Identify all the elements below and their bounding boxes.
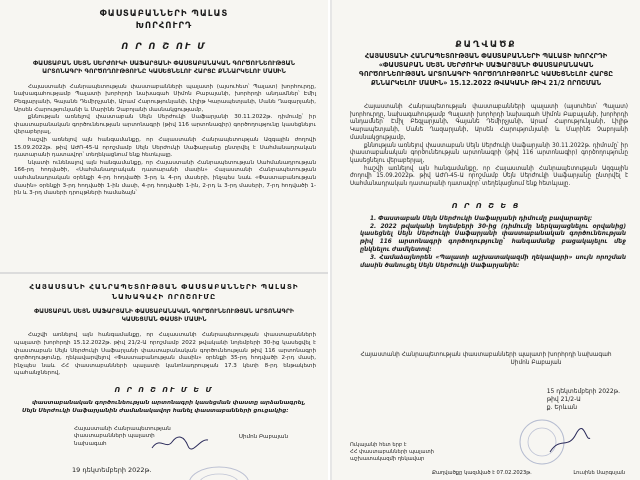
paragraph: Հաշվի առնելով այն հանգամանքը, որ Հայաստանի Հանրապետության փաստաբանների պալատի խորհրդի 15.12.2022թ. թիվ 21/2-Ա որոշմամբ 2022 թվականի նոյեմբերի 30-ից կասեցվել է փաստաբան Սեյն Սերժուկի Սաֆարյանի փաստաբանական գործունեության թիվ 116 արտոնագրի գործողությունը, ղեկավարվելով «Փաստաբանության մասին» օրենքի 35-րդ հոդվածի 2-րդ մասի, ինչպես նաև ՀՀ փաստաբանների պալատի կանոնադրության 17.3 կետի 8-րդ ենթակետի պահանջներով, [14,332,316,377]
court-header [0,282,328,301]
document-place: ք. Երևան [546,403,578,411]
document-date: 15 դեկտեմբերի 2022թ. [546,388,620,395]
document-left-bottom [0,272,328,480]
bottom-note-line: ՀՀ փաստաբանների պալատի [350,448,434,455]
decision-text: փաստաբանական գործունեության արտոնագրի կասեցման փաստը արձանագրել, Սեյն Սերժուկի Սաֆարյանին ժամանակավոր հանել փաստաբանների ցուցակից: [22,399,306,414]
court-header-line-2: ՆԱԽԱԳԱՀԻ ՈՐՈՇՈՒՄԸ [111,291,217,301]
handwritten-signature [150,434,210,452]
paragraph: Հայաստանի Հանրապետության փաստաբանների պալատի (այսուհետ՝ Պալատ) խորհուրդը, նախագահությամբ Պալատի խորհրդի նախագահ Սիմոն Բաբայանի, խորհրդի անդամներ՝ Էմիլ Բեգլարյանի, Գայանե Դեմիրչյանի, Արամ Հարությունյանի, Լիլիթ Կարապետյանի, Մանե Ղազարյանի, Արսեն Հարությունյանի և Մարինե Չաբոյանի մասնակցությամբ, [350,104,628,141]
document-subject: ՀԱՅԱՍՏԱՆԻ ՀԱՆՐԱՊԵՏՈՒԹՅԱՆ ՓԱՍՏԱԲԱՆՆԵՐԻ ՊԱԼԱՏԻ ԽՈՐՀՐԴԻ «ՓԱՍՏԱԲԱՆ ՍԵՅՆ ՍԵՐԺՈՒԿԻ ՍԱՖԱՐՅԱՆԻ ՓԱՍՏԱԲԱՆԱԿԱՆ ԳՈՐԾՈՒՆԵՈՒԹՅԱՆ ԱՐՏՈՆԱԳՐԻ ԳՈՐԾՈՂՈՒԹՅՈՒՆԸ ԿԱՍԵՑՆԵԼՈՒ ՀԱՐՑԸ ՔՆՆԱՐԿԵԼՈՒ ՄԱՍԻՆ» 15.12.2022 ԹՎԱԿԱՆԻ ԹԻՎ 21/2 ՈՐՈՇՄԱՆ [359,52,613,87]
court-header-line-1: ՓԱՍՏԱԲԱՆՆԵՐԻ ՊԱԼԱՏ [99,9,229,19]
decision-items [360,216,626,271]
extract-signer-name: Լուսինե Սարգսյան [573,470,626,476]
extract-date-text: Քաղվածքը կազմված է 07.02.2023թ. [432,470,532,476]
decide-title: Ո Ր Ո Շ Ե Ց [451,200,521,210]
court-header-line-1: ՀԱՅԱՍՏԱՆԻ ՀԱՆՐԱՊԵՏՈՒԹՅԱՆ ՓԱՍՏԱԲԱՆՆԵՐԻ ՊԱԼԱՏԻ [29,282,299,291]
bottom-note-line: Ուկալանի հետ երբ է [350,442,407,448]
bottom-notes [350,442,434,462]
document-right [330,0,640,480]
paragraph: հաշվի առնելով այն հանգամանքը, որ Հայաստանի Հանրապետության Ազգային ժողովի 15.09.2022թ. թիվ ԱԺՈ-45-Ա որոշմամբ Սեյն Սերժուկի Սաֆարյանը ընտրվել է Սահմանադրական դատարանի դատավոր՝ տեղեկացնում ենք հետևյալը. [14,136,316,159]
document-number: թիվ 21/2-Ա [546,395,581,403]
document-subject: ՓԱՍՏԱԲԱՆ ՍԵՅՆ ՍԱՖԱՐՅԱՆԻ ՓԱՍՏԱԲԱՆԱԿԱՆ ԳՈՐԾՈՒՆԵՈՒԹՅԱՆ ԱՐՏՈՆԱԳՐԻ ԿԱՍԵՑՄԱՆ ՓԱՍՏԻ ՄԱՍԻՆ [34,308,294,324]
bottom-signature-line [432,470,625,476]
date-place-block [547,388,620,411]
document-date: 19 դեկտեմբերի 2022թ. [72,466,152,474]
official-stamp [184,464,254,480]
decision-item: 1. Փաստաբան Սեյն Սերժուկի Սաֆարյանի դիմումը բավարարել: [370,215,593,222]
paragraph: հաշվի առնելով այն հանգամանքը, որ Հայաստանի Հանրապետության Ազգային ժողովի 15.09.2022թ. թիվ ԱԺՈ-45-Ա որոշմամբ Սեյն Սերժուկի Սաֆարյանը ընտրվել է Սահմանադրական դատարանի դատավոր՝ տեղեկացնում ենք հետևյալը. [350,165,628,188]
signer-name: Սիմոն Բաբայան [238,434,288,440]
bottom-note-line: աշխատակազմի ղեկավար [350,455,425,462]
paragraph: քննության առնելով փաստաբան Սեյն Սերժուկի Սաֆարյանի 30.11.2022թ. դիմումը՝ իր փաստաբանական գործունեության արտոնագրի (թիվ 116 արտոնագիր) գործողությունը կասեցնելու վերաբերյալ, [350,142,628,164]
document-subject: ՓԱՍՏԱԲԱՆ ՍԵՅՆ ՍԵՐԺՈՒԿԻ ՍԱՖԱՐՅԱՆԻ ՓԱՍՏԱԲԱՆԱԿԱՆ ԳՈՐԾՈՒՆԵՈՒԹՅԱՆ ԱՐՏՈՆԱԳՐԻ ԳՈՐԾՈՂՈՒԹՅՈՒՆԸ ԿԱՍԵՑՆԵԼՈՒ ՀԱՐՑԸ ՔՆՆԱՐԿԵԼՈՒ ՄԱՍԻՆ [33,60,295,76]
signer-role: Հայաստանի Հանրապետության փաստաբանների պալատի նախագահ [74,426,171,447]
paragraph: քննության առնելով փաստաբան Սեյն Սերժուկի Սաֆարյանի 30.11.2022թ. դիմումը՝ իր փաստաբանական գործունեության արտոնագրի (թիվ 116 արտոնագիր) գործողությունը կասեցնելու վերաբերյալ, [14,114,316,136]
extract-title: ՔԱՂՎԱԾՔ [455,40,517,50]
official-stamp [502,412,592,472]
decision-item: 2. 2022 թվականի նոյեմբերի 30-ից (դիմումը ներկայացնելու օրվանից) կասեցնել Սեյն Սերժուկի Սաֆարյանի փաստաբանական գործունեության թիվ 116 արտոնագրի գործողությունը՝ հանգամանք բացակայելու մեջ ընկնելու ժամկետով: [360,223,626,253]
decide-title: Ո Ր Ո Շ ՈՒ Մ Ե Մ [114,385,214,394]
signer-name: Սիմոն Բաբայան [510,359,562,366]
decision-item: 3. Համաձայնորեն «Պալատի աշխատակազմի ղեկավարի» սույն որոշման մասին ծանուցել Սեյն Սերժուկի Սաֆարյանին: [360,254,626,269]
signer-role: Հայաստանի Հանրապետության փաստաբանների պալատի խորհրդի նախագահ [360,352,612,358]
court-header-line-2: ԽՈՐՀՈՒՐԴ [135,21,193,31]
document-left-top [0,0,328,272]
signature-block [332,352,640,368]
document-title: Ո Ր Ո Շ ՈՒ Մ [121,42,207,52]
court-header [0,8,328,32]
paragraph: Հայաստանի Հանրապետության փաստաբանների պալատի (այսուհետ՝ Պալատ) խորհուրդը, նախագահությամբ Պալատի խորհրդի նախագահ Սիմոն Բաբայանի, խորհրդի անդամներ՝ Էմիլ Բեգլարյանի, Գայանե Դեմիրչյանի, Արամ Հարությունյանի, Լիլիթ Կարապետյանի, Մանե Ղազարյանի, Արսեն Հարությունյանի և Մարինե Չաբոյանի մասնակցությամբ, [14,83,316,113]
paragraph: նկատի ունենալով այն հանգամանքը, որ Հայաստանի Հանրապետության Սահմանադրության 166-րդ հոդվածի, «Սահմանադրական դատարանի մասին» Հայաստանի Հանրապետության սահմանադրական օրենքի 4-րդ հոդվածի 3-րդ և 4-րդ մասերի, ինչպես նաև «Փաստաբանության մասին» օրենքի 3-րդ հոդվածի 1-ին մասի, 4-րդ հոդվածի 1-ին, 2-րդ և 3-րդ մասերի, 7-րդ հոդվածի 1-ին և 3-րդ մասերի դրույթների համաձայն՝ [14,159,316,197]
